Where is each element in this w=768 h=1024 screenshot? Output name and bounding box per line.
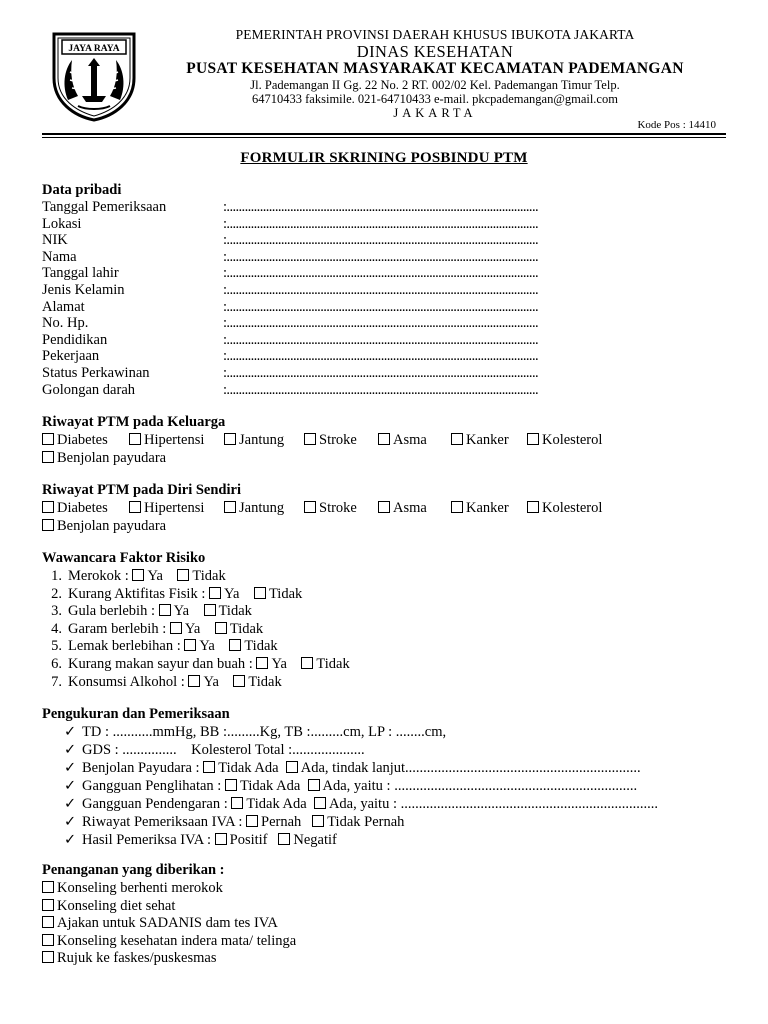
field-input[interactable]: :....................................................................................................... <box>223 315 539 332</box>
treatment-label: Ajakan untuk SADANIS dam tes IVA <box>57 915 278 932</box>
checkbox-icon[interactable] <box>301 657 313 669</box>
answer-tidak: Tidak <box>244 638 278 655</box>
checkbox-icon[interactable] <box>209 587 221 599</box>
check-icon: ✓ <box>64 724 77 740</box>
risk-question: Kurang Aktifitas Fisik : <box>68 585 206 602</box>
family-history-options <box>42 432 617 449</box>
checkbox-icon[interactable] <box>224 501 236 513</box>
check-icon: ✓ <box>64 796 77 812</box>
measure-pendengaran[interactable]: ✓ Gangguan Pendengaran : Tidak Ada Ada, yaitu : ....................................................................... <box>64 796 658 812</box>
option-label: Diabetes <box>57 500 108 516</box>
field-label: Nama <box>42 248 77 265</box>
risk-question: Gula berlebih : <box>68 603 155 620</box>
option-hipertensi[interactable] <box>129 500 224 517</box>
answer-ya: Ya <box>184 620 201 637</box>
field-input[interactable]: :....................................................................................................... <box>223 265 539 282</box>
checkbox-icon[interactable] <box>42 501 54 513</box>
answer-ya: Ya <box>199 638 215 655</box>
checkbox-icon[interactable] <box>304 433 316 445</box>
check-icon: ✓ <box>64 832 77 848</box>
jaya-raya-logo <box>48 30 140 122</box>
answer-ya: Ya <box>203 673 219 690</box>
postal-code: Kode Pos : 14410 <box>637 119 716 131</box>
option-kolesterol[interactable] <box>527 500 617 517</box>
self-history-benjolan[interactable]: Benjolan payudara <box>42 518 166 535</box>
checkbox-icon[interactable] <box>188 675 200 687</box>
checkbox-icon[interactable] <box>312 815 324 827</box>
section-heading-riwayat-keluarga: Riwayat PTM pada Keluarga <box>42 414 226 430</box>
checkbox-icon[interactable] <box>278 833 290 845</box>
option-label: Kanker <box>466 432 509 448</box>
checkbox-icon[interactable] <box>308 779 320 791</box>
option-hipertensi[interactable] <box>129 432 224 449</box>
risk-item[interactable] <box>42 674 282 691</box>
check-icon: ✓ <box>64 760 77 776</box>
checkbox-icon[interactable] <box>231 797 243 809</box>
item-number: 5. <box>51 638 62 655</box>
option-jantung[interactable] <box>224 500 304 517</box>
field-label: Tanggal Pemeriksaan <box>42 199 167 215</box>
measure-hasil-iva[interactable]: ✓ Hasil Pemeriksa IVA : Positif Negatif <box>64 832 337 848</box>
measure-riwayat-iva[interactable]: ✓ Riwayat Pemeriksaan IVA : Pernah Tidak Pernah <box>64 814 405 830</box>
checkbox-icon[interactable] <box>203 761 215 773</box>
field-input[interactable]: :....................................................................................................... <box>223 232 539 249</box>
checkbox-icon[interactable] <box>42 881 54 893</box>
treatment-label: Konseling diet sehat <box>57 897 176 914</box>
checkbox-icon[interactable] <box>527 501 539 513</box>
field-label: Lokasi <box>42 215 82 232</box>
checkbox-icon[interactable] <box>233 675 245 687</box>
header-divider <box>42 133 726 135</box>
risk-item[interactable] <box>42 621 263 638</box>
item-number: 4. <box>51 620 62 637</box>
header-address: Jl. Pademangan II Gg. 22 No. 2 RT. 002/02 Kel. Pademangan Timur Telp. <box>250 78 620 92</box>
field-input[interactable]: :....................................................................................................... <box>223 348 539 365</box>
option-kanker[interactable] <box>451 432 527 449</box>
treatment-item[interactable] <box>42 915 278 932</box>
option-label: Kolesterol <box>542 432 603 448</box>
check-icon: ✓ <box>64 778 77 794</box>
logo-text: JAYA RAYA <box>68 44 120 54</box>
risk-question: Garam berlebih : <box>68 620 167 637</box>
checkbox-icon[interactable] <box>42 433 54 445</box>
option-kanker[interactable] <box>451 500 527 517</box>
checkbox-icon[interactable] <box>286 761 298 773</box>
option-label: Diabetes <box>57 432 108 448</box>
checkbox-icon[interactable] <box>42 934 54 946</box>
field-input[interactable]: :....................................................................................................... <box>223 331 539 348</box>
header-divider-thin <box>42 137 726 138</box>
item-number: 6. <box>51 656 62 672</box>
checkbox-icon[interactable] <box>224 433 236 445</box>
item-number: 3. <box>51 603 62 620</box>
option-label: Stroke <box>319 500 357 516</box>
self-history-options <box>42 500 617 517</box>
option-kolesterol[interactable] <box>527 432 617 449</box>
field-label: NIK <box>42 232 68 249</box>
checkbox-icon[interactable] <box>378 433 390 445</box>
option-stroke[interactable] <box>304 432 378 449</box>
treatment-label: Konseling berhenti merokok <box>57 880 223 896</box>
checkbox-icon[interactable] <box>184 639 196 651</box>
risk-item[interactable] <box>42 638 278 655</box>
risk-item[interactable] <box>42 586 302 603</box>
checkbox-icon[interactable] <box>451 433 463 445</box>
checkbox-icon[interactable] <box>254 587 266 599</box>
answer-tidak: Tidak <box>192 568 226 584</box>
answer-ya: Ya <box>173 603 190 620</box>
answer-ya: Ya <box>147 568 163 584</box>
header-city: JAKARTA <box>393 106 477 120</box>
section-heading-pengukuran: Pengukuran dan Pemeriksaan <box>42 706 230 722</box>
checkbox-icon[interactable] <box>42 519 54 531</box>
treatment-item[interactable] <box>42 880 223 897</box>
treatment-item[interactable] <box>42 898 175 915</box>
answer-tidak: Tidak <box>248 673 282 690</box>
measure-benjolan-payudara[interactable]: ✓ Benjolan Payudara : Tidak Ada Ada, tindak lanjut................................................................. <box>64 760 641 776</box>
section-heading-riwayat-diri: Riwayat PTM pada Diri Sendiri <box>42 482 241 498</box>
checkbox-icon[interactable] <box>304 501 316 513</box>
risk-item[interactable] <box>42 568 226 585</box>
checkbox-icon[interactable] <box>229 639 241 651</box>
option-asma[interactable] <box>378 500 451 517</box>
check-icon: ✓ <box>64 814 77 830</box>
field-label: Tanggal lahir <box>42 265 119 282</box>
field-label: Status Perkawinan <box>42 365 150 381</box>
option-label: Asma <box>393 432 427 448</box>
checkbox-icon[interactable] <box>204 604 216 616</box>
checkbox-icon[interactable] <box>215 833 227 845</box>
checkbox-icon[interactable] <box>246 815 258 827</box>
measure-penglihatan[interactable]: ✓ Gangguan Penglihatan : Tidak Ada Ada, yaitu : ................................................................... <box>64 778 638 794</box>
treatment-item[interactable] <box>42 950 216 967</box>
answer-ya: Ya <box>223 585 240 602</box>
check-icon: ✓ <box>64 742 77 758</box>
answer-ya: Ya <box>271 656 287 672</box>
risk-question: Lemak berlebihan : <box>68 638 181 655</box>
field-label: Golongan darah <box>42 381 136 398</box>
field-input[interactable]: :....................................................................................................... <box>223 215 539 232</box>
field-input[interactable]: :....................................................................................................... <box>223 365 539 381</box>
risk-question: Kurang makan sayur dan buah : <box>68 656 253 672</box>
risk-question: Merokok : <box>68 568 129 584</box>
header-institution: PUSAT KESEHATAN MASYARAKAT KECAMATAN PADEMANGAN <box>186 60 684 77</box>
answer-tidak: Tidak <box>316 656 350 672</box>
checkbox-icon[interactable] <box>42 916 54 928</box>
checkbox-icon[interactable] <box>129 501 141 513</box>
checkbox-icon[interactable] <box>225 779 237 791</box>
risk-item[interactable] <box>42 656 350 673</box>
checkbox-icon[interactable] <box>314 797 326 809</box>
section-heading-wawancara: Wawancara Faktor Risiko <box>42 550 206 566</box>
section-heading-data-pribadi: Data pribadi <box>42 182 122 198</box>
option-label: Hipertensi <box>144 500 205 516</box>
treatment-label: Rujuk ke faskes/puskesmas <box>57 950 217 967</box>
field-label: No. Hp. <box>42 315 89 332</box>
field-label: Jenis Kelamin <box>42 282 125 298</box>
option-label: Hipertensi <box>144 432 205 448</box>
item-number: 7. <box>51 673 62 690</box>
field-input[interactable]: :....................................................................................................... <box>223 282 539 298</box>
field-label: Alamat <box>42 298 85 315</box>
option-jantung[interactable] <box>224 432 304 449</box>
answer-tidak: Tidak <box>229 620 264 637</box>
option-diabetes[interactable] <box>42 432 129 449</box>
option-label: Stroke <box>319 432 357 448</box>
treatment-label: Konseling kesehatan indera mata/ telinga <box>57 932 297 949</box>
field-input[interactable]: :....................................................................................................... <box>223 248 539 265</box>
field-input[interactable]: :....................................................................................................... <box>223 199 539 215</box>
option-asma[interactable] <box>378 432 451 449</box>
treatment-item[interactable] <box>42 933 296 950</box>
field-input[interactable]: :....................................................................................................... <box>223 381 539 398</box>
checkbox-icon[interactable] <box>215 622 227 634</box>
option-label: Kanker <box>466 500 509 516</box>
header-government: PEMERINTAH PROVINSI DAERAH KHUSUS IBUKOTA JAKARTA <box>235 27 635 42</box>
checkbox-icon[interactable] <box>170 622 182 634</box>
checkbox-icon[interactable] <box>159 604 171 616</box>
checkbox-icon[interactable] <box>42 951 54 963</box>
form-title: FORMULIR SKRINING POSBINDU PTM <box>240 150 528 166</box>
option-label: Asma <box>393 500 427 516</box>
option-label: Jantung <box>239 500 285 516</box>
item-number: 1. <box>51 568 62 584</box>
answer-tidak: Tidak <box>218 603 252 620</box>
option-label: Jantung <box>239 432 285 448</box>
checkbox-icon[interactable] <box>256 657 268 669</box>
measure-td-bb-tb-lp[interactable]: ✓ TD : ...........mmHg, BB :.........Kg, TB :.........cm, LP : ........cm, <box>64 724 447 740</box>
checkbox-icon[interactable] <box>42 899 54 911</box>
option-diabetes[interactable] <box>42 500 129 517</box>
checkbox-icon[interactable] <box>378 501 390 513</box>
checkbox-icon[interactable] <box>451 501 463 513</box>
field-input[interactable]: :....................................................................................................... <box>223 298 539 315</box>
risk-item[interactable] <box>42 603 252 620</box>
header-contact: 64710433 faksimile. 021-64710433 e-mail. pkcpademangan@gmail.com <box>252 92 618 106</box>
family-history-benjolan[interactable]: Benjolan payudara <box>42 450 166 467</box>
risk-question: Konsumsi Alkohol : <box>68 673 185 690</box>
checkbox-icon[interactable] <box>177 569 189 581</box>
checkbox-icon[interactable] <box>42 451 54 463</box>
field-label: Pendidikan <box>42 331 108 348</box>
answer-tidak: Tidak <box>268 585 303 602</box>
checkbox-icon[interactable] <box>129 433 141 445</box>
field-label: Pekerjaan <box>42 348 100 365</box>
measure-gds-kolesterol[interactable]: ✓ GDS : ............... Kolesterol Total :.................... <box>64 742 365 758</box>
item-number: 2. <box>51 585 62 602</box>
checkbox-icon[interactable] <box>527 433 539 445</box>
option-stroke[interactable] <box>304 500 378 517</box>
option-label: Kolesterol <box>542 500 603 516</box>
checkbox-icon[interactable] <box>132 569 144 581</box>
header-department: DINAS KESEHATAN <box>356 42 514 61</box>
section-heading-penanganan: Penanganan yang diberikan : <box>42 862 225 878</box>
